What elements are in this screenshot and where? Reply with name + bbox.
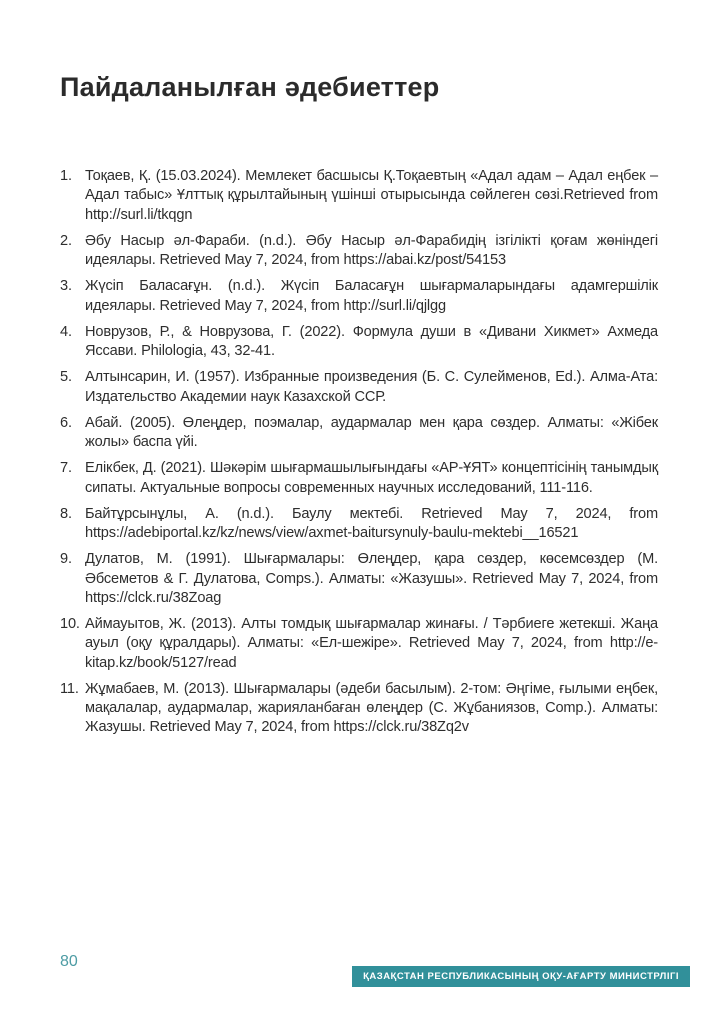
reference-number: 11.: [60, 680, 79, 697]
reference-text: Дулатов, М. (1991). Шығармалары: Өлеңдер, қара сөздер, көсемсөздер (М. Әбсеметов & Г. Дулатова, Comps.). Алматы: «Жазушы». Retrieved May 7, 2024, from https://clck.ru/38Zoag: [85, 551, 658, 606]
reference-item: [60, 323, 658, 362]
reference-number: 1.: [60, 168, 72, 184]
references-list: [60, 167, 658, 745]
ministry-footer-badge: ҚАЗАҚСТАН РЕСПУБЛИКАСЫНЫҢ ОҚУ-АҒАРТУ МИНИСТРЛІГІ: [352, 966, 690, 987]
reference-item: [60, 232, 658, 271]
reference-text: Жүсіп Баласағұн. (n.d.). Жүсіп Баласағұн шығармаларындағы адамгершілік идеялары. Retrieved May 7, 2024, from http://surl.li/qjlgg: [85, 278, 658, 314]
reference-text: Тоқаев, Қ. (15.03.2024). Мемлекет басшысы Қ.Тоқаевтың «Адал адам – Адал еңбек – Адал табыс» Ұлттық құрылтайының үшінші отырысында сөйлеген сөзі.Retrieved from http://surl.li/tkqgn: [85, 168, 658, 223]
reference-text: Новрузов, Р., & Новрузова, Г. (2022). Формула души в «Дивани Хикмет» Ахмеда Яссави. Philologia, 43, 32-41.: [85, 323, 658, 359]
reference-text: Жұмабаев, М. (2013). Шығармалары (әдеби басылым). 2-том: Әңгіме, ғылыми еңбек, мақалалар, аудармалар, жарияланбаған өлеңдер (С. Жұбаниязов, Comp.). Алматы: Жазушы. Retrieved May 7, 2024, from https://clck.ru/38Zq2v: [85, 680, 658, 736]
reference-text: Абай. (2005). Өлеңдер, поэмалар, аудармалар мен қара сөздер. Алматы: «Жібек жолы» баспа үйі.: [85, 414, 658, 450]
reference-item: [60, 615, 658, 673]
reference-number: 10.: [60, 616, 80, 632]
reference-item: [60, 505, 658, 544]
reference-number: 4.: [60, 323, 72, 340]
reference-item: [60, 277, 658, 316]
reference-number: 3.: [60, 278, 72, 295]
reference-item: [60, 680, 658, 738]
reference-text: Аймауытов, Ж. (2013). Алты томдық шығармалар жинағы. / Тәрбиеге жетекші. Жаңа ауыл (оқу құралдары). Алматы: «Ел-шежіре». Retrieved May 7, 2024, from http://e-kitap.kz/book/5127/read: [85, 616, 658, 671]
reference-item: [60, 414, 658, 453]
reference-item: [60, 550, 658, 608]
reference-item: [60, 459, 658, 498]
reference-item: [60, 368, 658, 407]
reference-text: Байтұрсынұлы, А. (n.d.). Баулу мектебі. Retrieved May 7, 2024, from https://adebiportal.kz/kz/news/view/axmet-baitursynuly-baulu-mektebi__16521: [85, 505, 658, 541]
reference-number: 5.: [60, 369, 72, 386]
reference-number: 9.: [60, 551, 72, 568]
reference-text: Елікбек, Д. (2021). Шәкәрім шығармашылығындағы «АР-ҰЯТ» концептісінің танымдық сипаты. Актуальные вопросы современных научных исследований, 111-116.: [85, 460, 658, 496]
reference-item: [60, 167, 658, 225]
reference-number: 7.: [60, 460, 72, 477]
reference-text: Әбу Насыр әл-Фараби. (n.d.). Әбу Насыр әл-Фарабидің ізгілікті қоғам жөніндегі идеялары. Retrieved May 7, 2024, from https://abai.kz/post/54153: [85, 232, 658, 268]
page-number: 80: [60, 953, 78, 970]
reference-text: Алтынсарин, И. (1957). Избранные произведения (Б. С. Сулейменов, Ed.). Алма-Ата: Издательство Академии наук Казахской ССР.: [85, 369, 658, 405]
reference-number: 6.: [60, 414, 72, 431]
reference-number: 2.: [60, 232, 72, 249]
reference-number: 8.: [60, 505, 72, 522]
page-title: Пайдаланылған әдебиеттер: [60, 72, 440, 103]
